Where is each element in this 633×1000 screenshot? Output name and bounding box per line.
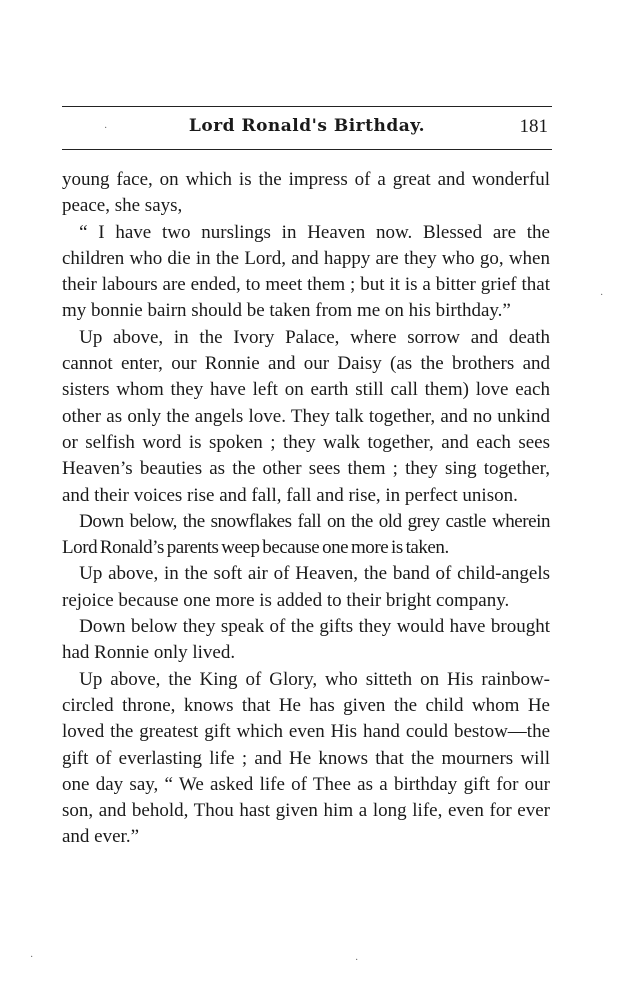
paragraph: “ I have two nurslings in Heaven now. Blessed are the children who die in the Lord, and happy are they who go, when their labours are ended, to meet them ; but it is a bitter grief that my bonnie bairn should be taken from me on his birthday.” xyxy=(62,221,550,322)
paragraph: Up above, in the Ivory Palace, where sorrow and death cannot enter, our Ronnie and our Daisy (as the brothers and sisters whom they have left on earth still call them) love each other as only the angels love. They talk together, and no unkind or selfish word is spoken ; they walk together, and each sees Heaven’s beauties as the other sees them ; they sing together, and their voices rise and fall, fall and rise, in perfect unison. xyxy=(62,326,550,506)
paragraph: Down below they speak of the gifts they would have brought had Ronnie only lived. xyxy=(62,616,550,664)
print-speck: · xyxy=(104,123,108,134)
header-top-rule xyxy=(62,106,552,107)
page-number: 181 xyxy=(519,116,548,137)
header-bottom-rule xyxy=(62,149,552,150)
paragraph: Up above, the King of Glory, who sitteth on His rainbow-circled throne, knows that He has given the child whom He loved the greatest gift which even His hand could bestow—the gift of everlasting life ; and He knows that the mourners will one day say, “ We asked life of Thee as a birthday gift for our son, and behold, Thou hast given him a long life, even for ever and ever.” xyxy=(62,668,550,848)
running-title: Lord Ronald's Birthday. xyxy=(188,116,426,136)
body-text xyxy=(62,167,550,851)
print-speck: · xyxy=(355,955,359,966)
running-head xyxy=(62,114,552,142)
print-speck: · xyxy=(600,290,604,301)
print-speck: · xyxy=(30,952,34,963)
paragraph: Down below, the snowflakes fall on the old grey castle wherein Lord Ronald’s parents weep because one more is taken. xyxy=(62,510,550,559)
paragraph: young face, on which is the impress of a great and wonderful peace, she says, xyxy=(62,169,550,217)
paragraph: Up above, in the soft air of Heaven, the band of child-angels rejoice because one more is added to their bright company. xyxy=(62,563,550,611)
